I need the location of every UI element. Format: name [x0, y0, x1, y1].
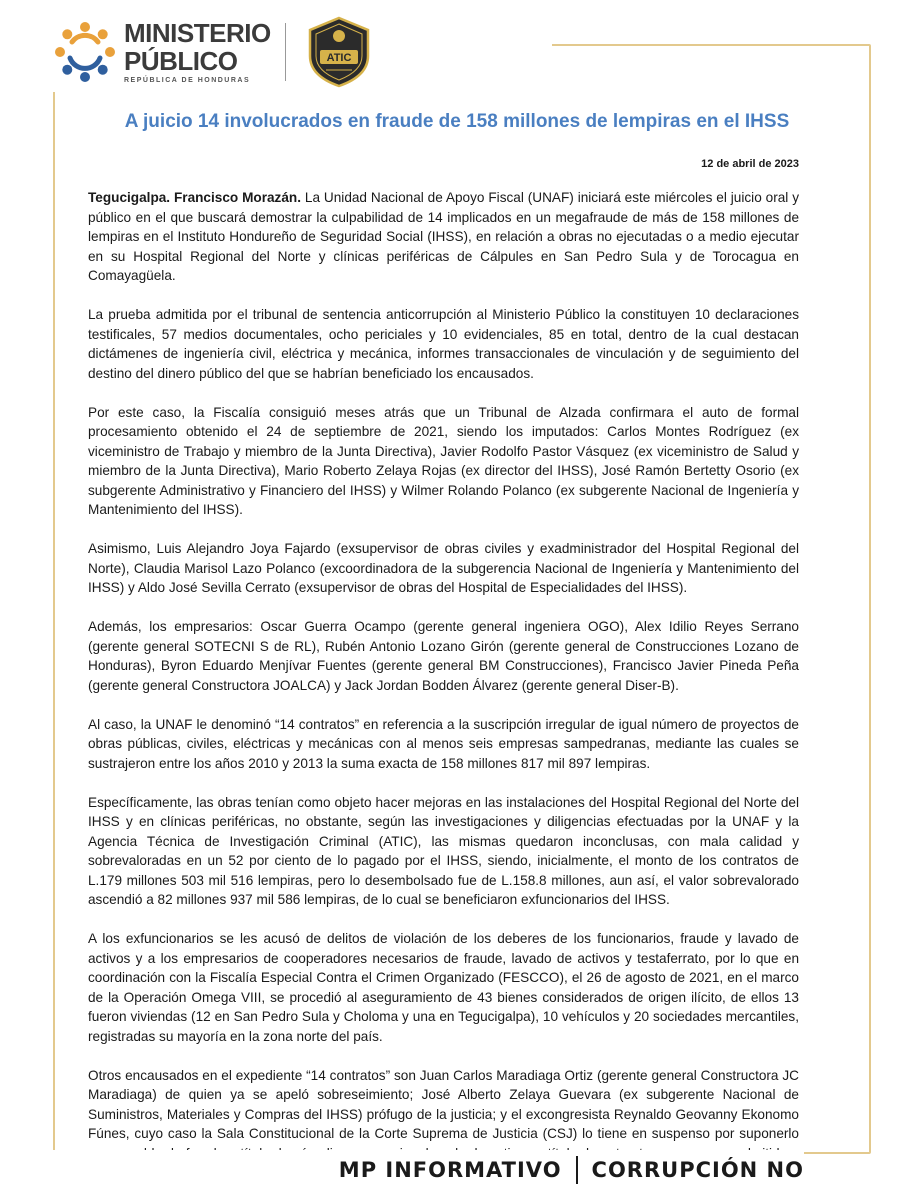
paragraph: Al caso, la UNAF le denominó “14 contratos” en referencia a la suscripción irregular de igual número de proyectos de obras públicas, civiles, eléctricas y mecánicas con al menos seis empresas sampedranas, mediante las cuales se sustrajeron entre los años 2010 y 2013 la suma exacta de 158 millones 817 mil 897 lempiras.: [88, 716, 799, 771]
paragraph: [88, 188, 799, 286]
footer-right-label: CORRUPCIÓN NO: [591, 1158, 804, 1182]
paragraph: A los exfuncionarios se les acusó de delitos de violación de los deberes de los funcionarios, fraude y lavado de activos y a los empresarios de cooperadores necesarios de fraude, lavado de activos y testaferrato, por lo que en coordinación con la Fiscalía Especial Contra el Crimen Organizado (FESCCO), el 26 de agosto de 2021, en el marco de la Operación Omega VIII, se procedió al aseguramiento de 43 bienes considerados de origen ilícito, de ellos 13 fueron viviendas (12 en San Pedro Sula y Choloma y una en Tegucigalpa), 10 vehículos y 20 sociedades mercantiles, registradas su mayoría en la zona norte del país.: [88, 931, 799, 1044]
paragraph: La prueba admitida por el tribunal de sentencia anticorrupción al Ministerio Público la constituyen 10 declaraciones testificales, 57 medios documentales, ocho periciales y 10 evidenciales, 85 en total, dentro de la cual destacan dictámenes de ingeniería civil, eléctrica y mecánica, informes transaccionales de vinculación y de seguimiento del destino del dinero público del que se habrían beneficiado los encausados.: [88, 307, 799, 381]
paragraph: Específicamente, las obras tenían como objeto hacer mejoras en las instalaciones del Hospital Regional del Norte del IHSS y en clínicas periféricas, no obstante, según las investigaciones y diligencias efectuadas por la UNAF y la Agencia Técnica de Investigación Criminal (ATIC), las mismas quedaron inconclusas, con mala calidad y sobrevaloradas en un 52 por ciento de lo pagado por el IHSS, siendo, inicialmente, el monto de los contratos de L.179 millones 503 mil 516 lempiras, pero lo desembolsado fue de L.158.8 millones, aun así, el valor sobrevalorado ascendió a 82 millones 937 mil 586 lempiras, de lo cual se beneficiaron exfuncionarios del IHSS.: [88, 794, 799, 907]
footer-left-label: MP INFORMATIVO: [338, 1158, 562, 1182]
atic-badge-icon: [306, 16, 372, 88]
dateline: Tegucigalpa. Francisco Morazán.: [88, 190, 301, 205]
ministerio-publico-emblem-icon: [52, 19, 118, 85]
article-title: A juicio 14 involucrados en fraude de 158 millones de lempiras en el IHSS: [124, 111, 790, 132]
article-body: [88, 188, 799, 1202]
atic-label: ATIC: [326, 52, 352, 64]
header: [52, 12, 552, 92]
paragraph: Otros encausados en el expediente “14 contratos” son Juan Carlos Maradiaga Ortiz (gerente general Constructora JC Maradiaga) de quien ya se apeló sobreseimiento; José Alberto Zelaya Guevara (ex subgerente Nacional de Suministros, Materiales y Compras del IHSS) prófugo de la justicia; y el excongresista Reynaldo Geovanny Ekonomo Fúnes, cuyo caso la Sala Constitucional de la Corte Suprema de Justicia (CSJ) lo tiene en suspenso por suponerlo: [88, 1067, 799, 1141]
paragraph: Por este caso, la Fiscalía consiguió meses atrás que un Tribunal de Alzada confirmara el auto de formal procesamiento obtenido el 24 de septiembre de 2021, siendo los imputados: Carlos Montes Rodríguez (ex viceministro de Trabajo y miembro de la Junta Directiva), Javier Rodolfo Pastor Vásquez (ex viceministro de Salud y miembro de la Junta Directiva), Mario Roberto Zelaya Rojas (ex director del IHSS), José Ramón Bertetty Osorio (ex subgerente Administrativo y Financiero del IHSS) y Wilmer Rolando Polanco (ex subgerente Nacional de Ingeniería y Mantenimiento del IHSS).: [88, 404, 799, 517]
footer-tagline: [325, 1156, 804, 1184]
footer: [0, 1150, 804, 1190]
ministerio-publico-wordmark: [124, 20, 271, 84]
org-name-line2: PÚBLICO: [124, 46, 238, 76]
org-country: REPÚBLICA DE HONDURAS: [124, 77, 251, 84]
article-date: 12 de abril de 2023: [701, 158, 799, 170]
org-name-line1: MINISTERIO: [124, 18, 271, 48]
footer-separator: [576, 1156, 578, 1184]
paragraph: Además, los empresarios: Oscar Guerra Ocampo (gerente general ingeniera OGO), Alex Idilio Reyes Serrano (gerente general SOTECNI S de RL), Rubén Antonio Lozano Girón (gerente general de Construcciones Lozano de Honduras), Byron Eduardo Menjívar Fuentes (gerente general BM Construcciones), Francisco Javier Pineda Peña (gerente general Constructora JOALCA) y Jack Jordan Bodden Álvarez (gerente general Diser-B).: [88, 619, 799, 693]
paragraph-text: La Unidad Nacional de Apoyo Fiscal (UNAF) iniciará este miércoles el juicio oral y público en el que buscará demostrar la culpabilidad de 14 implicados en un megafraude de más de 158 millones de lempiras en el Instituto Hondureño de Seguridad Social (IHSS), en relación a obras no ejecutadas o a medio ejecutar en su Hospital Regional del Norte y clínicas periféricas de Cálpules en San Pedro Sula y de Torocagua en Comayagüela.: [88, 190, 799, 283]
paragraph: Asimismo, Luis Alejandro Joya Fajardo (exsupervisor de obras civiles y exadministrador del Hospital Regional del Norte), Claudia Marisol Lazo Polanco (excoordinadora de la subgerencia Nacional de Ingeniería y Mantenimiento del IHSS) y Aldo José Sevilla Cerrato (exsupervisor de obras del Hospital de Especialidades del IHSS).: [88, 541, 799, 595]
header-divider: [285, 23, 286, 81]
